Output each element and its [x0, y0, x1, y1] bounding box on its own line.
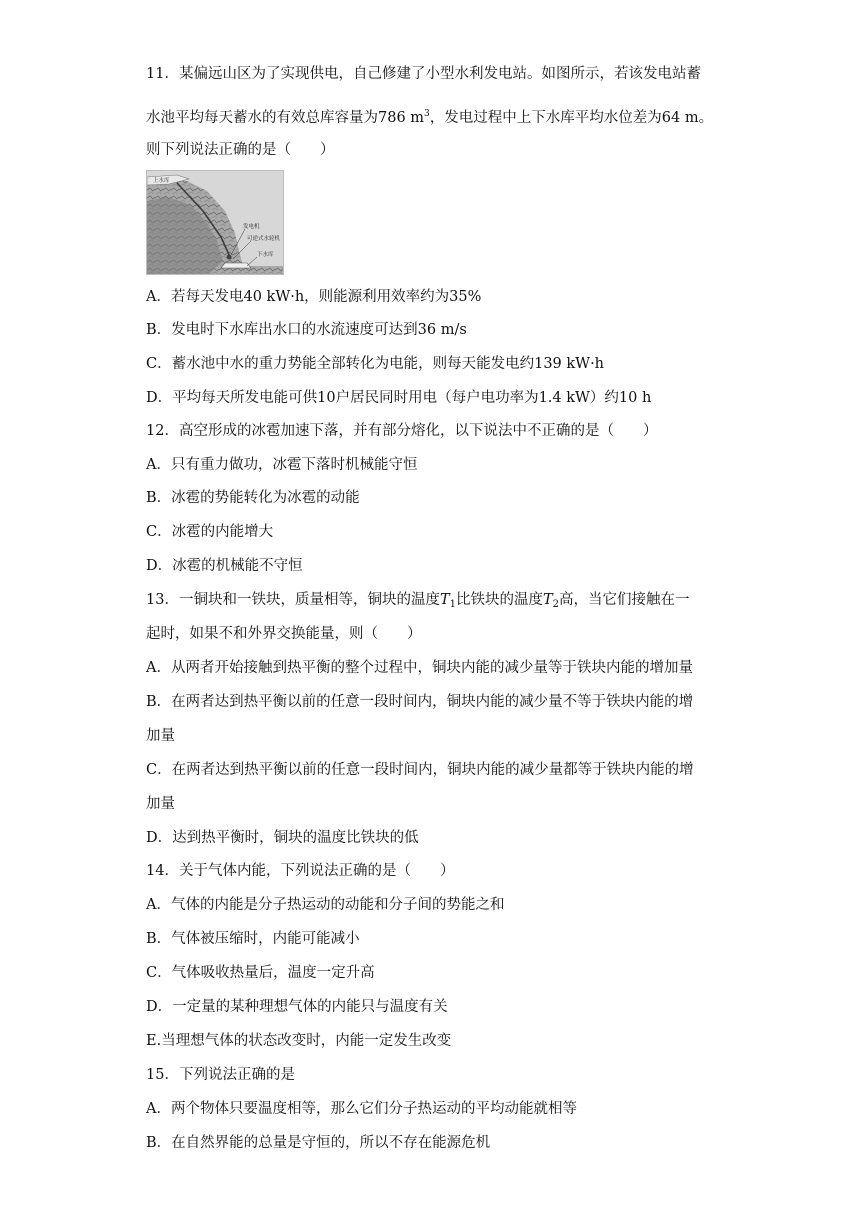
q11-stem-line1: 11．某偏远山区为了实现供电，自己修建了小型水利发电站。如图所示，若该发电站蓄: [146, 66, 701, 82]
q13-option-b-line1: B．在两者达到热平衡以前的任意一段时间内，铜块内能的减少量不等于铁块内能的增: [146, 694, 694, 710]
figure-label-upper-reservoir: 上水库: [153, 178, 170, 184]
q11-option-c: C．蓄水池中水的重力势能全部转化为电能，则每天能发电约139 kW·h: [146, 356, 605, 372]
q15-option-b: B．在自然界能的总量是守恒的，所以不存在能源危机: [146, 1135, 491, 1151]
temperature-t1-subscript: 1: [449, 599, 456, 610]
cubic-superscript: 3: [424, 109, 430, 119]
q13-option-b-line2: 加量: [146, 728, 175, 744]
q13-option-d: D．达到热平衡时，铜块的温度比铁块的低: [146, 830, 419, 846]
q12-stem: 12．高空形成的冰雹加速下落，并有部分熔化，以下说法中不正确的是（ ）: [146, 423, 658, 439]
figure-label-turbine: 可逆式水轮机: [247, 236, 281, 242]
figure-label-generator: 发电机: [243, 224, 260, 230]
q11-option-b: B．发电时下水库出水口的水流速度可达到36 m/s: [146, 322, 467, 338]
q11-stem-line2-text: 水池平均每天蓄水的有效总库容量为786 m: [146, 110, 425, 126]
q13-stem-text: 13．一铜块和一铁块，质量相等，铜块的温度: [146, 592, 440, 608]
q12-option-b: B．冰雹的势能转化为冰雹的动能: [146, 490, 360, 506]
q13-stem-line1: [146, 590, 690, 615]
q11-stem-line2-rest: ，发电过程中上下水库平均水位差为64 m。: [429, 110, 714, 126]
q14-option-d: D．一定量的某种理想气体的内能只与温度有关: [146, 999, 448, 1015]
q13-option-c-line1: C．在两者达到热平衡以前的任意一段时间内，铜块内能的减少量都等于铁块内能的增: [146, 762, 694, 778]
q13-stem-line2: 起时，如果不和外界交换能量，则（ ）: [146, 626, 422, 642]
q15-option-a: A．两个物体只要温度相等，那么它们分子热运动的平均动能就相等: [146, 1101, 577, 1117]
temperature-t1: T: [439, 592, 450, 608]
temperature-t2-subscript: 2: [552, 599, 560, 610]
q11-option-a: A．若每天发电40 kW·h，则能源利用效率约为35%: [146, 289, 482, 305]
q13-stem-text-end: 高，当它们接触在一: [559, 592, 690, 608]
q15-stem: 15．下列说法正确的是: [146, 1067, 295, 1083]
q14-option-c: C．气体吸收热量后，温度一定升高: [146, 965, 375, 981]
q12-option-c: C．冰雹的内能增大: [146, 524, 274, 540]
temperature-t2: T: [543, 592, 553, 608]
q11-option-d: D．平均每天所发电能可供10户居民同时用电（每户电功率为1.4 kW）约10 h: [146, 390, 652, 406]
q12-option-a: A．只有重力做功，冰雹下落时机械能守恒: [146, 457, 418, 473]
q13-option-a: A．从两者开始接触到热平衡的整个过程中，铜块内能的减少量等于铁块内能的增加量: [146, 660, 693, 676]
q11-stem-line2: [146, 104, 713, 128]
hydropower-station-figure: [146, 170, 284, 275]
q13-option-c-line2: 加量: [146, 796, 175, 812]
q14-option-e: E.当理想气体的状态改变时，内能一定发生改变: [146, 1033, 452, 1049]
figure-label-lower-reservoir: 下水库: [257, 252, 274, 258]
q14-stem: 14．关于气体内能，下列说法正确的是（ ）: [146, 863, 455, 879]
q11-stem-line3: 则下列说法正确的是（ ）: [146, 142, 335, 158]
q14-option-a: A．气体的内能是分子热运动的动能和分子间的势能之和: [146, 897, 505, 913]
q12-option-d: D．冰雹的机械能不守恒: [146, 558, 303, 574]
q14-option-b: B．气体被压缩时，内能可能减小: [146, 931, 360, 947]
q13-stem-text-mid: 比铁块的温度: [456, 592, 543, 608]
